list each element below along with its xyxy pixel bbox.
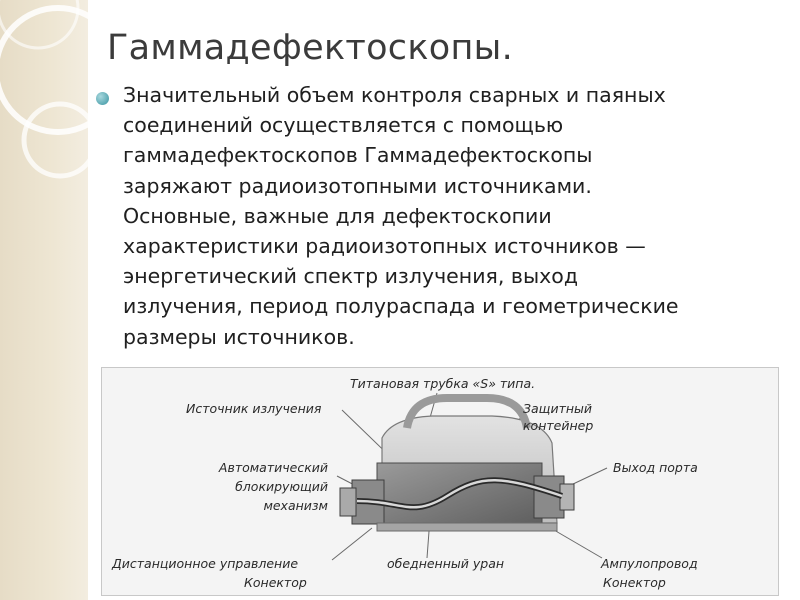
label-remote-control-1: Дистанционное управление [112,556,299,571]
label-ampule-line-2: Конектор [603,575,666,590]
decorative-sidebar [0,0,88,600]
bullet-icon [96,92,109,105]
label-port-exit: Выход порта [613,460,698,475]
bullet-paragraph [123,80,783,352]
label-protective-container-2: контейнер [523,418,594,433]
body-line: Основные, важные для дефектоскопии [123,203,552,228]
label-auto-lock-2: блокирующий [235,479,328,494]
remote-connector [340,488,356,516]
slide-title: Гаммадефектоскопы. [107,28,514,68]
body-line: характеристики радиоизотопных источников — [123,234,646,259]
body-line: соединений осуществляется с помощью [123,113,564,138]
gamma-projector-diagram [101,367,779,596]
body-line: энергетический спектр излучения, выход [123,264,578,289]
label-ampule-line-1: Ампулопровод [601,556,698,571]
label-titanium-tube: Титановая трубка «S» типа. [350,376,536,391]
body-line: Значительный объем контроля сварных и паяных [123,83,666,107]
container-base [377,523,557,531]
ampule-connector [560,484,574,510]
label-remote-control-2: Конектор [244,575,307,590]
uranium-shield [377,463,542,525]
label-depleted-uranium: обедненный уран [387,556,505,571]
label-auto-lock-1: Автоматический [218,460,328,475]
label-protective-container-1: Защитный [523,401,593,416]
body-line: излучения, период полураспада и геометрические [123,294,679,319]
body-line: размеры источников. [123,324,355,349]
label-radiation-source: Источник излучения [186,401,322,416]
body-line: гаммадефектоскопов Гаммадефектоскопы [123,143,593,168]
decorative-circles-icon [0,0,88,600]
label-auto-lock-3: механизм [263,498,328,513]
body-line: заряжают радиоизотопными источниками. [123,173,592,198]
